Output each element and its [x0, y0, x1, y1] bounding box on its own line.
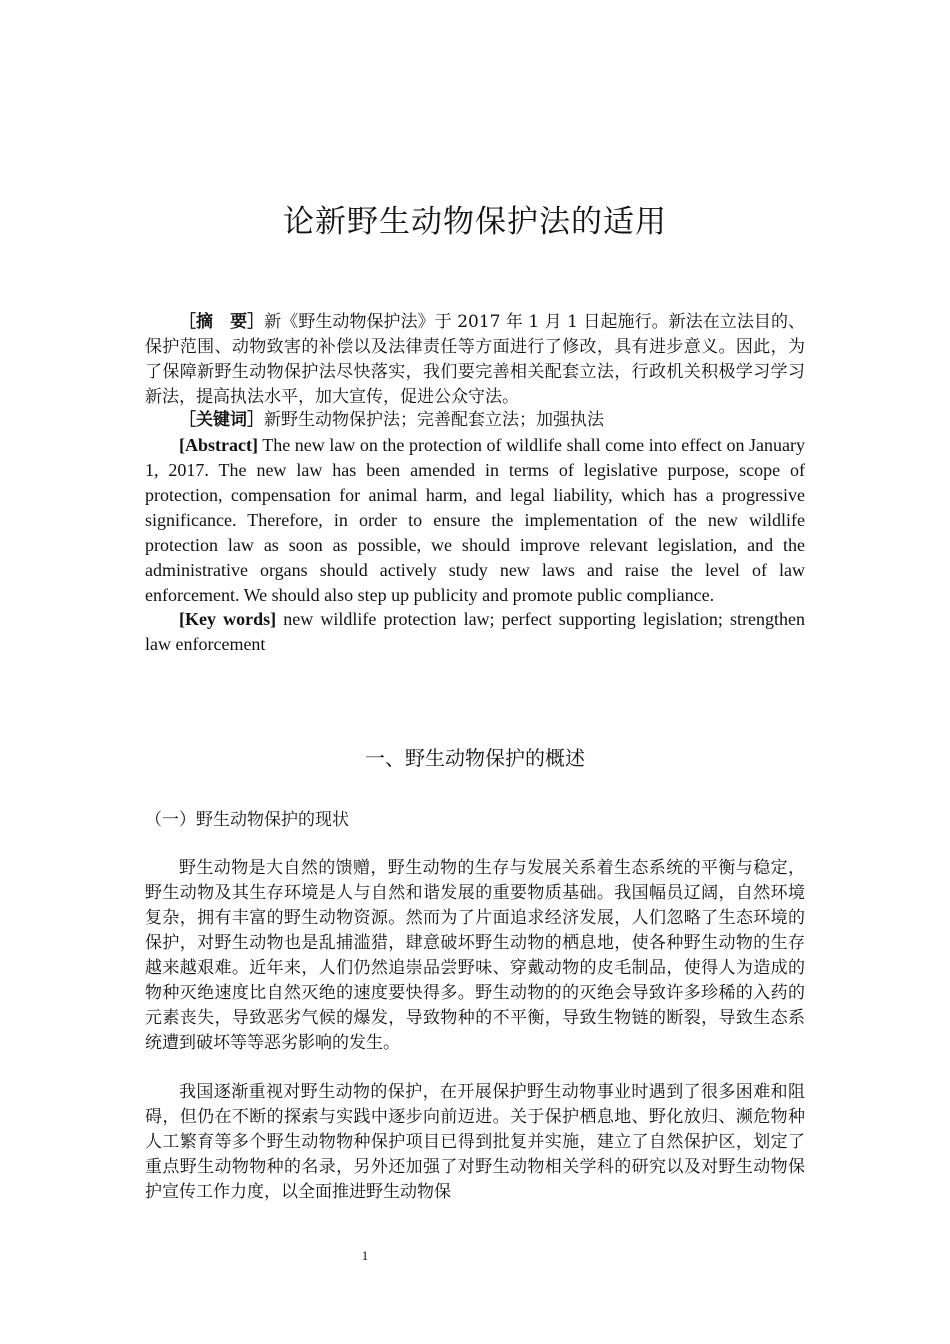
paragraph-text: 野生动物是大自然的馈赠，野生动物的生存与发展关系着生态系统的平衡与稳定，野生动物及其生存环境是人与自然和谐发展的重要物质基础。我国幅员辽阔，自然环境复杂，拥有丰富的野生动物资源。然而为了片面追求经济发展，人们忽略了生态环境的保护，对野生动物也是乱捕滥猎，肆意破坏野生动物的栖息地，使各种野生动物的生存越来越艰难。近年来，人们仍然追崇品尝野味、穿戴动物的皮毛制品，使得人为造成的物种灭绝速度比自然灭绝的速度要快得多。野生动物的的灭绝会导致许多珍稀的入药的元素丧失，导致恶劣气候的爆发，导致物种的不平衡，导致生物链的断裂，导致生态系统遭到破坏等等恶劣影响的发生。 [145, 858, 805, 1053]
abstract-en-text: The new law on the protection of wildlife shall come into effect on January 1, 2017. The new law has been amended in terms of legislative purpose, scope of protection, compensation for animal harm, and legal liability, which has a progressive significance. Therefore, in order to ensure the implementation of the new wildlife protection law as soon as possible, we should improve relevant legislation, and the administrative organs should actively study new laws and raise the level of law enforcement. We should also step up publicity and promote public compliance. [145, 435, 805, 605]
keywords-en-label: [Key words] [179, 609, 277, 629]
abstract-cn-label: ［摘 要］ [179, 312, 265, 332]
subsection-heading: （一）野生动物保护的现状 [145, 810, 349, 830]
keywords-en [145, 607, 805, 657]
keywords-cn-label: ［关键词］ [179, 410, 264, 430]
keywords-cn [145, 408, 805, 433]
keywords-en-text: new wildlife protection law; perfect supporting legislation; strengthen law enforcement [145, 609, 805, 654]
abstract-cn [145, 310, 805, 410]
abstract-en-label: [Abstract] [179, 435, 258, 455]
abstract-en [145, 433, 805, 608]
paragraph-text: 我国逐渐重视对野生动物的保护，在开展保护野生动物事业时遇到了很多困难和阻碍，但仍在不断的探索与实践中逐步向前迈进。关于保护栖息地、野化放归、濒危物种人工繁育等多个野生动物物种保护项目已得到批复并实施，建立了自然保护区，划定了重点野生动物物种的名录，另外还加强了对野生动物相关学科的研究以及对野生动物保护宣传工作力度，以全面推进野生动物保 [145, 1082, 805, 1202]
body-paragraph [145, 856, 805, 1056]
keywords-cn-text: 新野生动物保护法；完善配套立法；加强执法 [264, 410, 604, 430]
section-heading: 一、野生动物保护的概述 [365, 746, 585, 770]
document-title: 论新野生动物保护法的适用 [283, 204, 667, 240]
page-number: 1 [361, 1248, 369, 1263]
abstract-cn-text: 新《野生动物保护法》于 2017 年 1 月 1 日起施行。新法在立法目的、保护范围、动物致害的补偿以及法律责任等方面进行了修改，具有进步意义。因此，为了保障新野生动物保护法尽快落实，我们要完善相关配套立法，行政机关积极学习学习新法，提高执法水平，加大宣传，促进公众守法。 [145, 312, 805, 407]
body-paragraph [145, 1080, 805, 1205]
